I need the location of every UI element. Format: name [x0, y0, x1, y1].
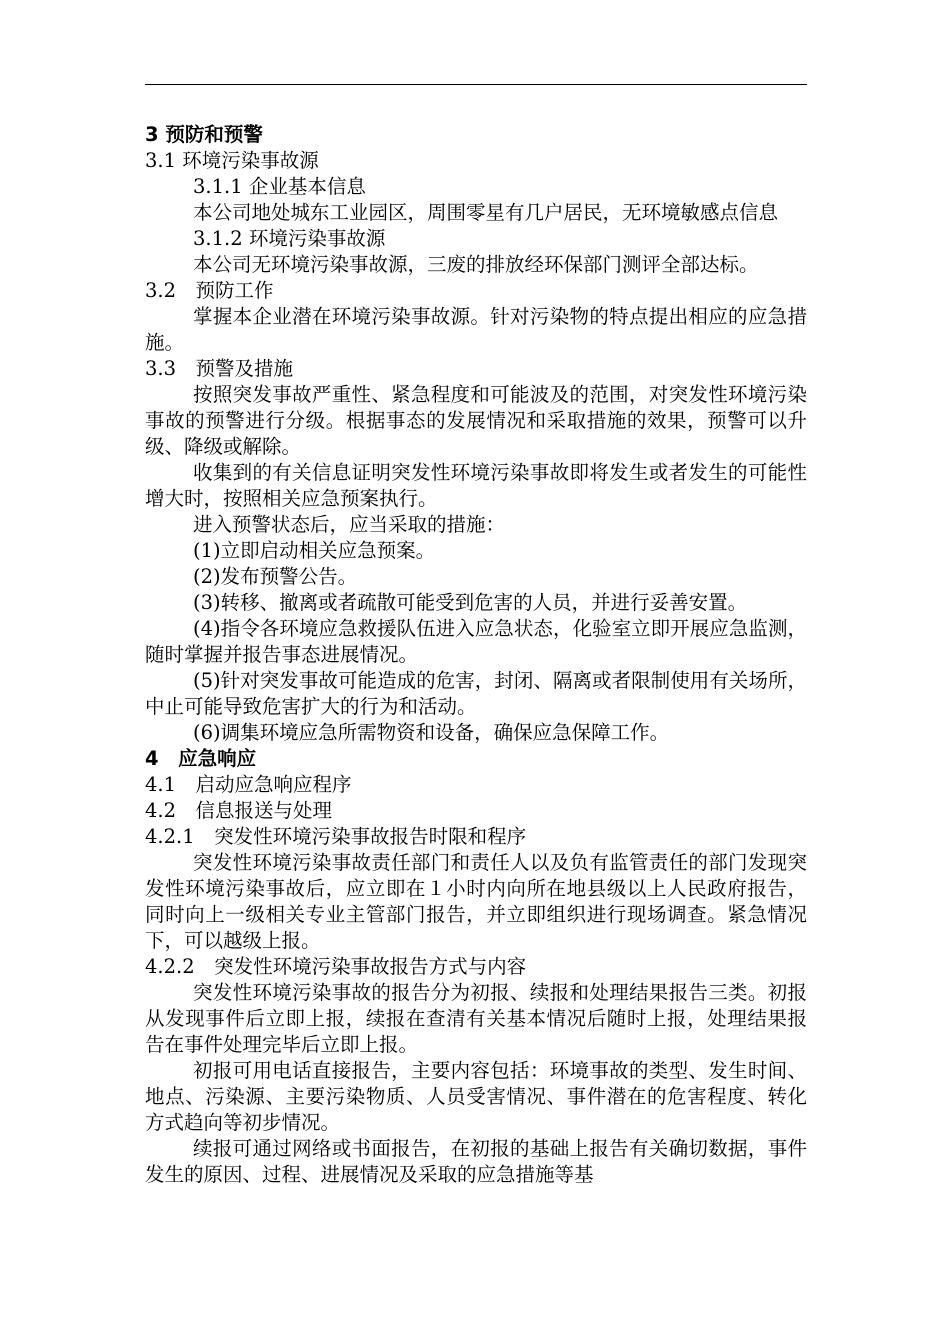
list-item: (5)针对突发事故可能造成的危害，封闭、隔离或者限制使用有关场所，中止可能导致危害扩大的行为和活动。 — [145, 669, 807, 718]
list-item: (1)立即启动相关应急预案。 — [193, 539, 436, 562]
paragraph: 收集到的有关信息证明突发性环境污染事故即将发生或者发生的可能性增大时，按照相关应急预案执行。 — [145, 461, 807, 510]
paragraph: 按照突发事故严重性、紧急程度和可能波及的范围，对突发性环境污染事故的预警进行分级。根据事态的发展情况和采取措施的效果，预警可以升级、降级或解除。 — [145, 383, 807, 458]
subsection-heading: 3.2 预防工作 — [145, 279, 274, 302]
document-body — [145, 122, 807, 1188]
subsection-heading: 3.1 环境污染事故源 — [145, 149, 319, 172]
paragraph: 进入预警状态后，应当采取的措施： — [193, 513, 506, 536]
paragraph: 本公司地处城东工业园区，周围零星有几户居民，无环境敏感点信息 — [193, 201, 779, 224]
section-heading: 3 预防和预警 — [145, 123, 263, 146]
paragraph: 突发性环境污染事故的报告分为初报、续报和处理结果报告三类。初报从发现事件后立即上报，续报在查清有关基本情况后随时上报，处理结果报告在事件处理完毕后立即上报。 — [145, 981, 807, 1056]
subsection-heading: 3.3 预警及措施 — [145, 357, 294, 380]
subsection-heading: 4.1 启动应急响应程序 — [145, 773, 352, 796]
list-item: (4)指令各环境应急救援队伍进入应急状态，化验室立即开展应急监测，随时掌握并报告事态进展情况。 — [145, 617, 807, 666]
paragraph: 本公司无环境污染事故源，三废的排放经环保部门测评全部达标。 — [193, 253, 759, 276]
subsubsection-heading: 4.2.1 突发性环境污染事故报告时限和程序 — [145, 825, 527, 848]
section-heading: 4 应急响应 — [145, 747, 257, 770]
list-item: (2)发布预警公告。 — [193, 565, 358, 588]
subsection-heading: 4.2 信息报送与处理 — [145, 799, 333, 822]
paragraph: 突发性环境污染事故责任部门和责任人以及负有监管责任的部门发现突发性环境污染事故后，应立即在１小时内向所在地县级以上人民政府报告，同时向上一级相关专业主管部门报告，并立即组织进行现场调查。紧急情况下，可以越级上报。 — [145, 851, 807, 952]
list-item: (3)转移、撤离或者疏散可能受到危害的人员，并进行妥善安置。 — [193, 591, 748, 614]
list-item: (6)调集环境应急所需物资和设备，确保应急保障工作。 — [193, 721, 670, 744]
paragraph: 掌握本企业潜在环境污染事故源。针对污染物的特点提出相应的应急措施。 — [145, 305, 807, 354]
subsubsection-heading: 4.2.2 突发性环境污染事故报告方式与内容 — [145, 955, 527, 978]
subsubsection-heading: 3.1.1 企业基本信息 — [193, 175, 366, 198]
header-rule — [145, 84, 807, 85]
subsubsection-heading: 3.1.2 环境污染事故源 — [193, 227, 386, 250]
paragraph: 初报可用电话直接报告，主要内容包括：环境事故的类型、发生时间、地点、污染源、主要污染物质、人员受害情况、事件潜在的危害程度、转化方式趋向等初步情况。 — [145, 1059, 807, 1134]
paragraph: 续报可通过网络或书面报告，在初报的基础上报告有关确切数据，事件发生的原因、过程、进展情况及采取的应急措施等基 — [145, 1137, 807, 1186]
